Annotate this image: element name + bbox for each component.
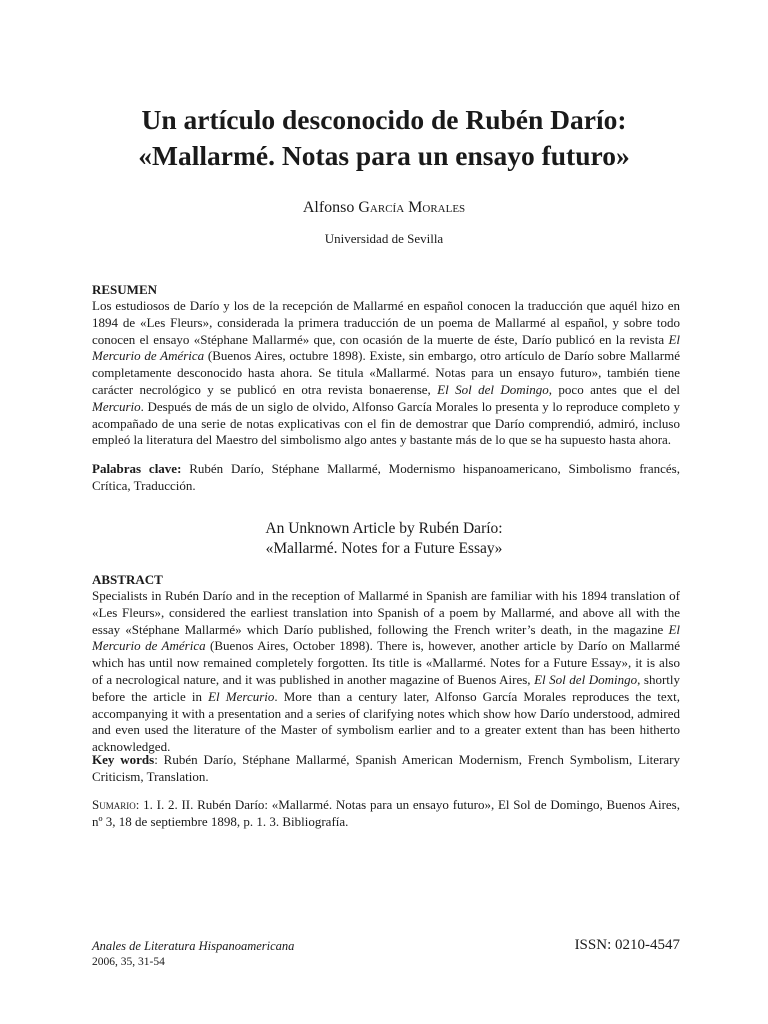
palabras-clave-label: Palabras clave: [92,461,182,476]
key-words-label: Key words [92,752,155,767]
author-name [90,198,678,218]
abstract-heading: ABSTRACT [92,572,163,587]
article-title [90,102,678,174]
abstract-section [92,572,680,756]
article-title-line-2: «Mallarmé. Notas para un ensayo futuro» [138,140,630,171]
abstract-text: Specialists in Rubén Darío and in the reception of Mallarmé in Spanish are familiar with his 1894 translation of «Les Fleurs», considered the earliest translation into Spanish of a poem by Mallarmé, and above all with the essay «Stéphane Mallarmé» which Darío published, following the French writer’s death, in the magazine El Mercurio de América (Buenos Aires, October 1898). There is, however, another article by Darío on Mallarmé which has until now remained completely forgotten. Its title is «Mallarmé. Notes for a Future Essay», it is also of a necrological nature, and it was published in another magazine of Buenos Aires, El Sol del Domingo, shortly before the article in El Mercurio. More than a century later, Alfonso García Morales reproduces the text, accompanying it with a presentation and a series of clarifying notes which show how Darío understood, admired and even used the literature of the Master of symbolism earlier and to a greater extent than has been hitherto acknowledged. [92,588,680,755]
journal-volume: 2006, 35, 31-54 [92,956,165,968]
author-affiliation: Universidad de Sevilla [324,231,444,246]
article-title-line-1: Un artículo desconocido de Rubén Darío: [141,104,627,135]
english-title [90,519,678,559]
journal-citation [92,938,294,970]
english-title-line-1: An Unknown Article by Rubén Darío: [265,520,503,537]
journal-name: Anales de Literatura Hispanoamericana [92,939,295,953]
palabras-clave [92,461,680,495]
resumen-section [92,282,680,449]
author-last-name: García Morales [358,199,466,216]
key-words [92,752,680,786]
sumario [92,797,680,831]
resumen-heading: RESUMEN [92,282,158,297]
sumario-label: Sumario [92,797,136,812]
author-first-name: Alfonso [302,199,355,216]
issn-label: ISSN: 0210-4547 [574,937,680,953]
resumen-text: Los estudiosos de Darío y los de la recepción de Mallarmé en español conocen la traducción que aquél hizo en 1894 de «Les Fleurs», considerada la primera traducción de un poema de Mallarmé al español, y sobre todo conocen el ensayo «Stéphane Mallarmé» que, con ocasión de la muerte de éste, Darío publicó en la revista El Mercurio de América (Buenos Aires, octubre 1898). Existe, sin embargo, otro artículo de Darío sobre Mallarmé completamente desconocido hasta ahora. Se titula «Mallarmé. Notas para un ensayo futuro», también tiene carácter necrológico y se publicó en otra revista bonaerense, El Sol del Domingo, poco antes que el del Mercurio. Después de más de un siglo de olvido, Alfonso García Morales lo presenta y lo reproduce completo y acompañado de una serie de notas explicativas con el fin de demostrar que Darío comprendió, admiró, incluso empleó la literatura del Maestro del simbolismo algo antes y bastante más de lo que se ha supuesto hasta ahora. [92,298,680,448]
palabras-clave-text: Rubén Darío, Stéphane Mallarmé, Modernismo hispanoamericano, Simbolismo francés, Crítica, Traducción. [92,461,680,493]
english-title-line-2: «Mallarmé. Notes for a Future Essay» [265,540,503,557]
sumario-text: : 1. I. 2. II. Rubén Darío: «Mallarmé. Notas para un ensayo futuro», El Sol de Domingo, Buenos Aires, nº 3, 18 de septiembre 1898, p. 1. 3. Bibliografía. [92,797,680,829]
key-words-text: : Rubén Darío, Stéphane Mallarmé, Spanish American Modernism, French Symbolism, Literary Criticism, Translation. [92,752,680,784]
